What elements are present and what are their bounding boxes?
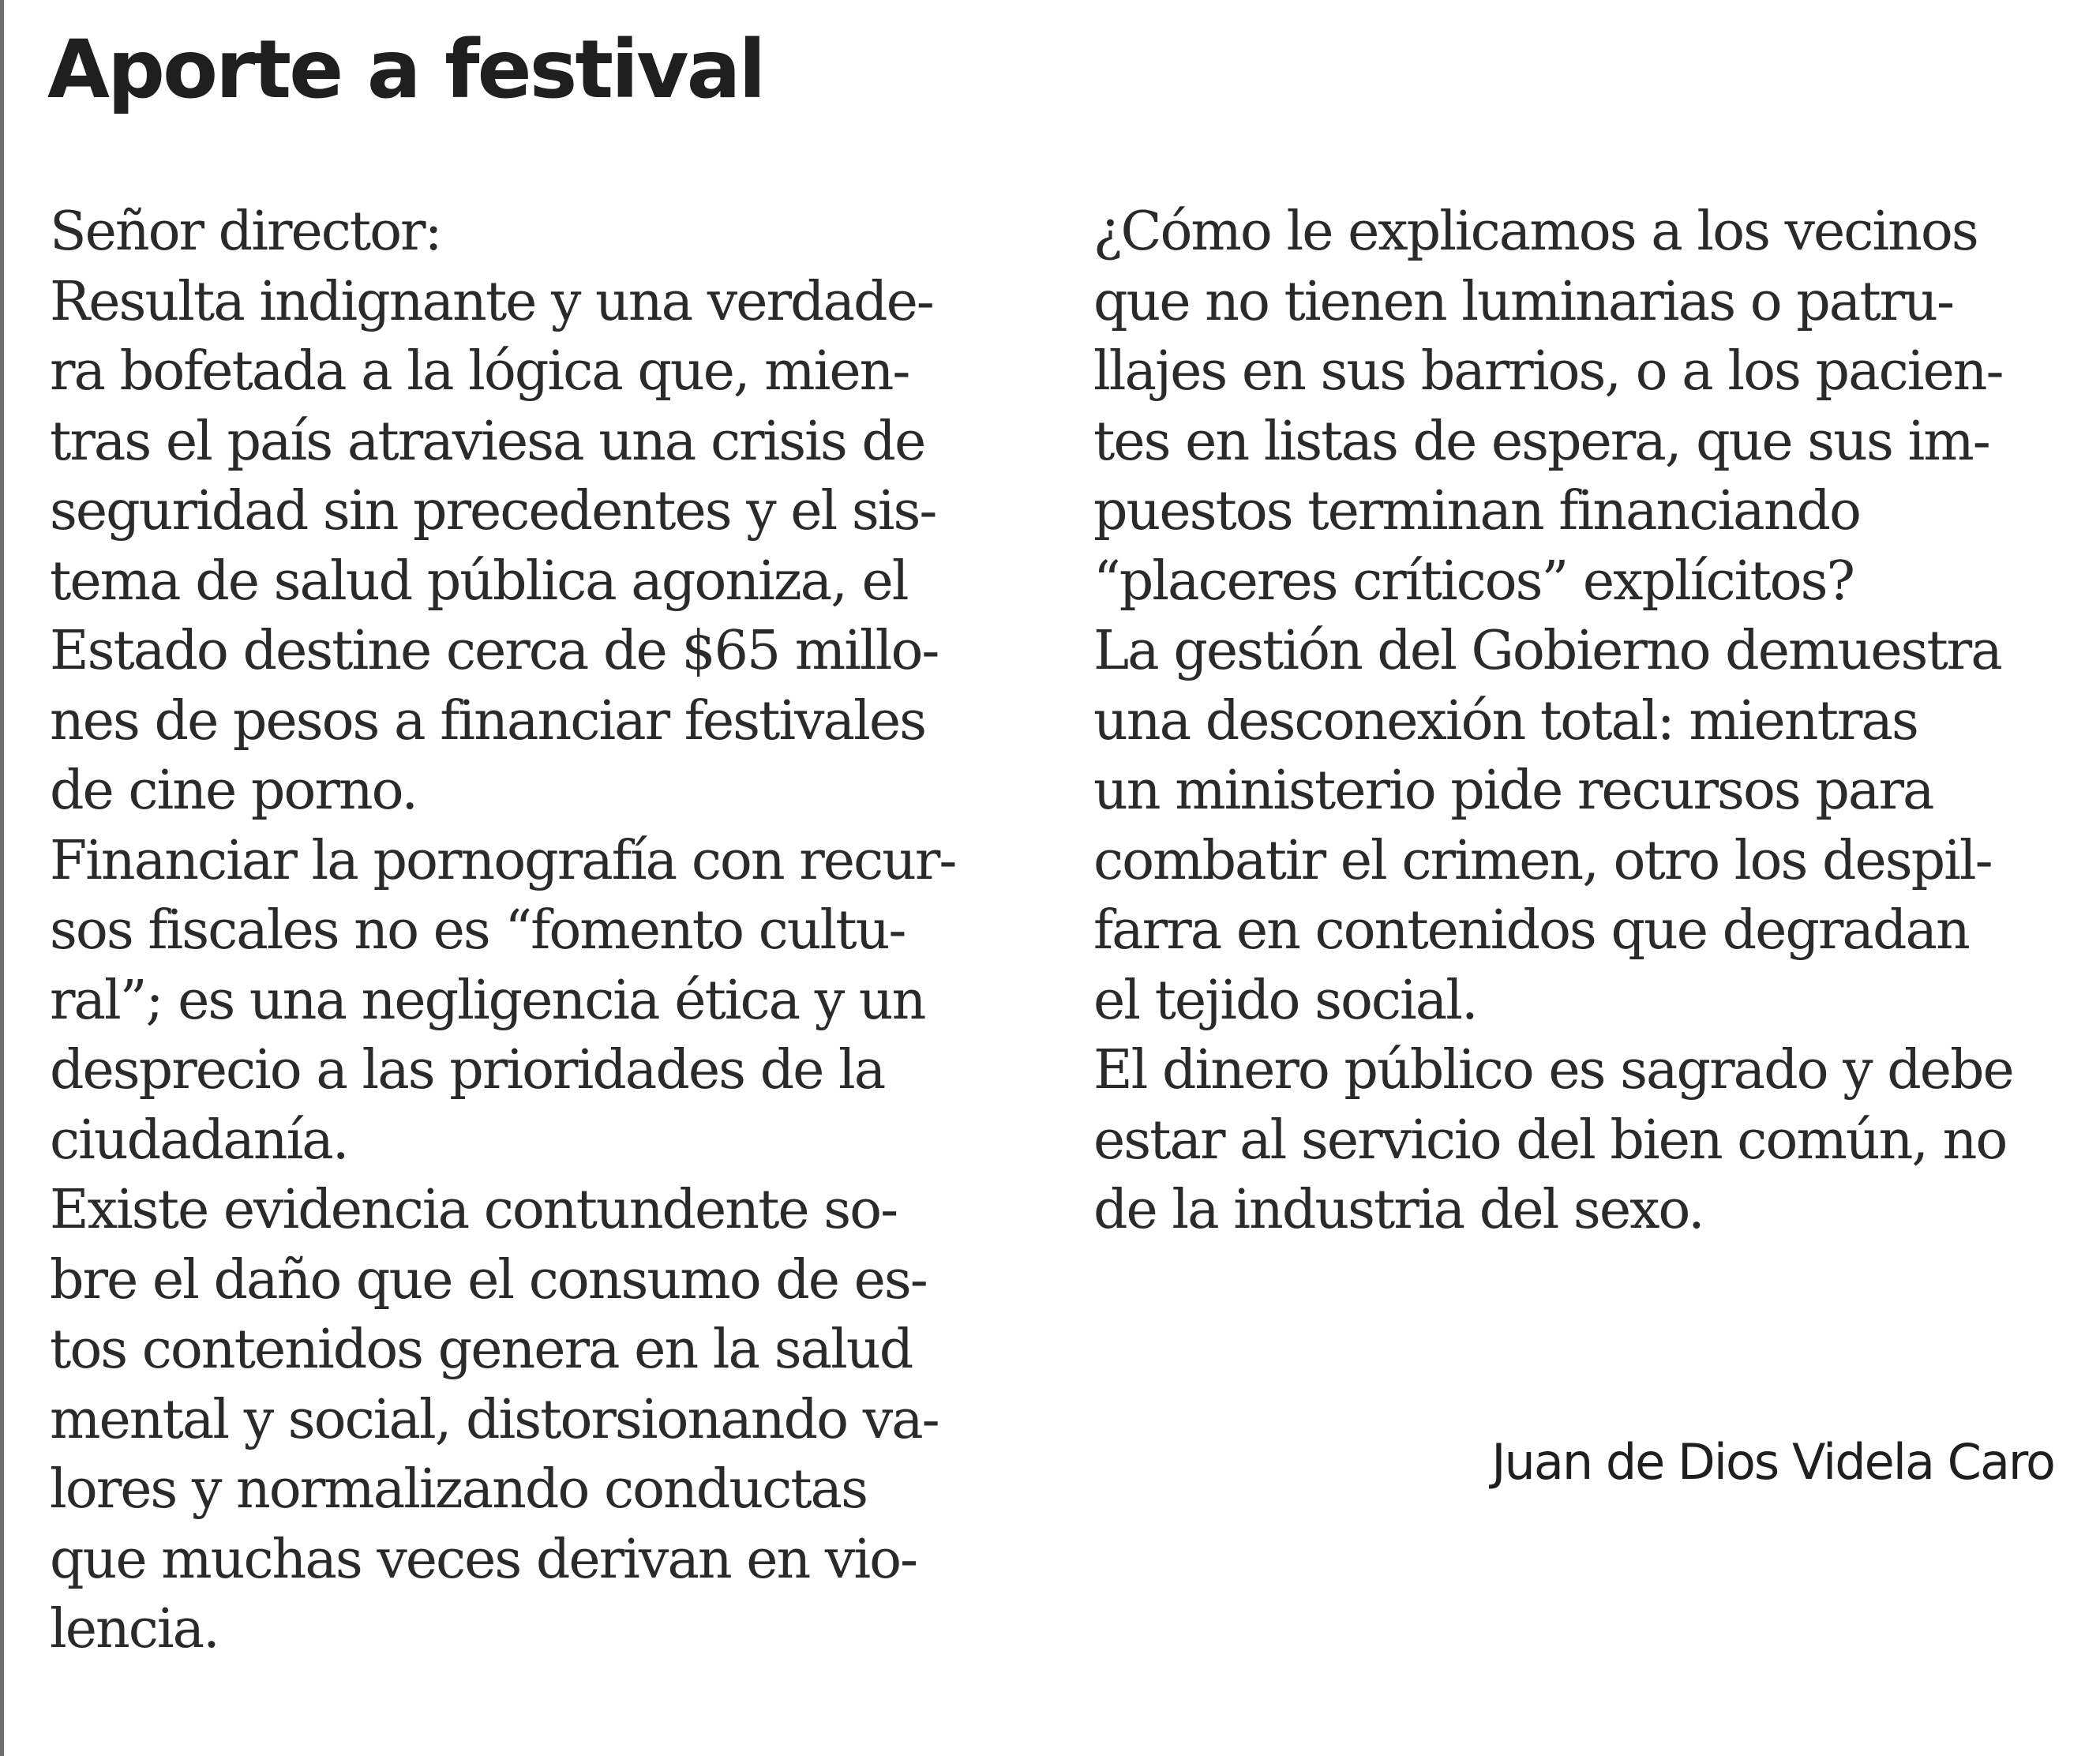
text-line: ciudadanía. xyxy=(50,1109,348,1172)
text-line: El dinero público es sagrado y debe xyxy=(1093,1039,2013,1101)
letter-signature: Juan de Dios Videla Caro xyxy=(1491,1433,2054,1491)
text-line: que muchas veces derivan en vio- xyxy=(50,1528,917,1591)
letter-headline: Aporte a festival xyxy=(47,23,764,117)
text-line: Señor director: xyxy=(50,201,441,263)
text-line: llajes en sus barrios, o a los pacien- xyxy=(1093,340,2003,403)
text-line: tema de salud pública agoniza, el xyxy=(50,550,908,613)
text-line: Existe evidencia contundente so- xyxy=(50,1179,898,1241)
text-line: Financiar la pornografía con recur- xyxy=(50,829,956,892)
text-line: que no tienen luminarias o patru- xyxy=(1093,270,1953,333)
text-line: estar al servicio del bien común, no xyxy=(1093,1109,2007,1172)
text-line: “placeres críticos” explícitos? xyxy=(1093,550,1854,613)
text-line: lencia. xyxy=(50,1598,219,1660)
text-line: seguridad sin precedentes y el sis- xyxy=(50,480,936,542)
text-line: una desconexión total: mientras xyxy=(1093,689,1918,752)
text-line: el tejido social. xyxy=(1093,969,1477,1032)
letter-body-right-column xyxy=(1093,197,2076,1246)
text-line: ra bofetada a la lógica que, mien- xyxy=(50,340,909,403)
text-line: de la industria del sexo. xyxy=(1093,1179,1704,1241)
text-line: de cine porno. xyxy=(50,760,417,822)
text-line: Resulta indignante y una verdade- xyxy=(50,270,933,333)
text-line: desprecio a las prioridades de la xyxy=(50,1039,885,1101)
text-line: tes en listas de espera, que sus im- xyxy=(1093,410,1989,473)
text-line: mental y social, distorsionando va- xyxy=(50,1388,939,1451)
text-line: un ministerio pide recursos para xyxy=(1093,760,1933,822)
text-line: lores y normalizando conductas xyxy=(50,1458,867,1521)
text-line: Estado destine cerca de $65 millo- xyxy=(50,620,939,682)
text-line: bre el daño que el consumo de es- xyxy=(50,1248,927,1311)
text-line: ral”; es una negligencia ética y un xyxy=(50,969,925,1032)
text-line: tos contenidos genera en la salud xyxy=(50,1319,913,1381)
text-line: ¿Cómo le explicamos a los vecinos xyxy=(1093,201,1978,263)
text-line: sos fiscales no es “fomento cultu- xyxy=(50,899,906,962)
text-line: nes de pesos a financiar festivales xyxy=(50,689,925,752)
text-line: combatir el crimen, otro los despil- xyxy=(1093,829,1992,892)
letter-body-left-column xyxy=(50,197,1021,1665)
text-line: farra en contenidos que degradan xyxy=(1093,899,1969,962)
text-line: puestos terminan financiando xyxy=(1093,480,1860,542)
text-line: tras el país atraviesa una crisis de xyxy=(50,410,925,473)
text-line: La gestión del Gobierno demuestra xyxy=(1093,620,2001,682)
